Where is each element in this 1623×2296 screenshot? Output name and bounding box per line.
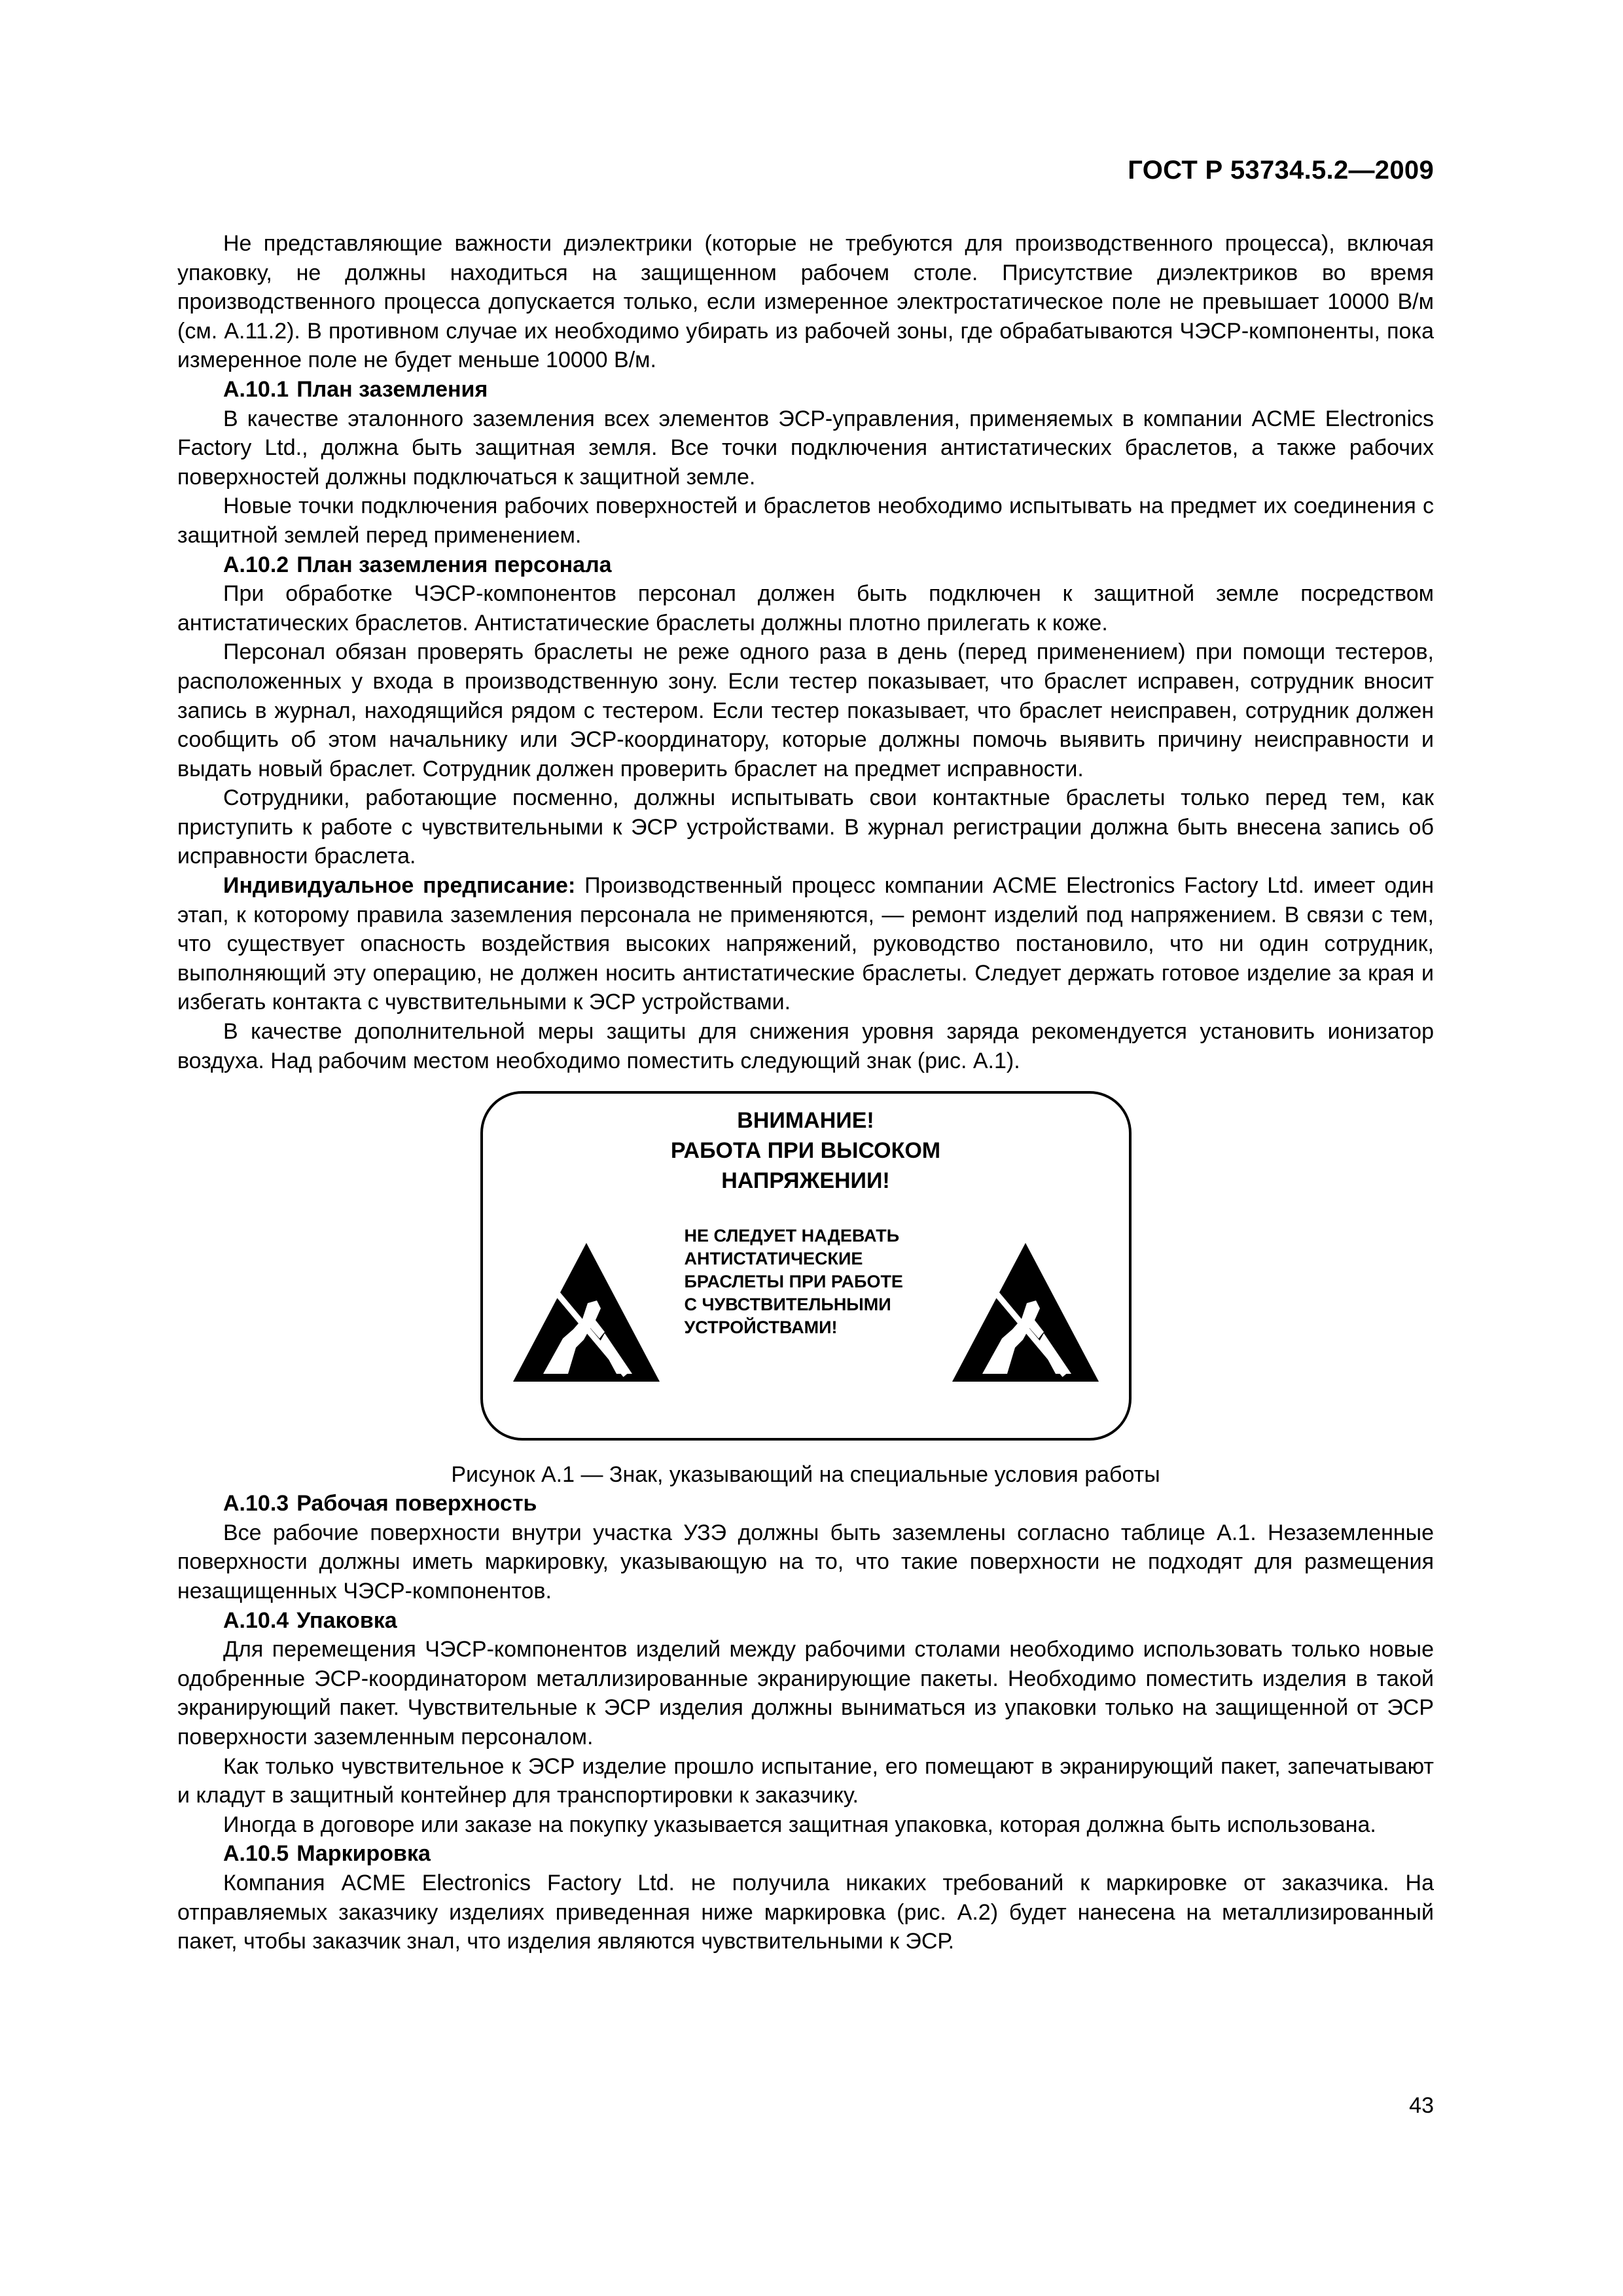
paragraph: Иногда в договоре или заказе на покупку указывается защитная упаковка, которая должна быть использована. (223, 1812, 1376, 1837)
figure-caption: Рисунок А.1 — Знак, указывающий на специальные условия работы (451, 1462, 1160, 1488)
sign-note-line: С ЧУВСТВИТЕЛЬНЫМИ (684, 1295, 891, 1315)
paragraph: Как только чувствительное к ЭСР изделие прошло испытание, его помещают в экранирующий пакет, запечатывают и кладут в защитный контейнер для транспортировки к заказчику. (177, 1753, 1434, 1808)
page-number: 43 (1409, 2093, 1434, 2118)
section-number: А.10.1 (223, 376, 289, 402)
section-title: Рабочая поверхность (296, 1491, 537, 1516)
sign-note-line: БРАСЛЕТЫ ПРИ РАБОТЕ (684, 1272, 903, 1292)
esd-warning-icon (951, 1240, 1100, 1384)
section-heading-a-10-3 (177, 1489, 1434, 1518)
sign-title-line: НАПРЯЖЕНИИ! (721, 1168, 890, 1194)
section-number: А.10.2 (223, 552, 289, 577)
page-content (177, 229, 1434, 1956)
sign-note (685, 1225, 959, 1339)
section-heading-a-10-2 (177, 550, 1434, 580)
paragraph: При обработке ЧЭСР-компонентов персонал должен быть подключен к защитной земле посредством антистатических браслетов. Антистатические браслеты должны плотно прилегать к коже. (177, 581, 1434, 636)
section-number: А.10.5 (223, 1841, 289, 1867)
paragraph-individual-prescription (177, 871, 1434, 1017)
paragraph: Персонал обязан проверять браслеты не реже одного раза в день (перед применением) при помощи тестеров, расположенных у входа в производственную зону. Если тестер показывает, что браслет исправен, сотрудник вносит запись в журнал, находящийся рядом с тестером. Если тестер показывает, что браслет неисправен, сотрудник должен сообщить об этом начальнику или ЭСР-координатору, которые должны помочь выявить причину неисправности и выдать новый браслет. Сотрудник должен проверить браслет на предмет исправности. (177, 639, 1434, 781)
warning-sign (480, 1091, 1132, 1441)
section-heading-a-10-1 (177, 375, 1434, 404)
sign-title-line: РАБОТА ПРИ ВЫСОКОМ (670, 1138, 941, 1164)
section-number: А.10.4 (223, 1607, 289, 1633)
paragraph: Все рабочие поверхности внутри участка УЗЭ должны быть заземлены согласно таблице А.1. Незаземленные поверхности должны иметь маркировку, указывающую на то, что такие поверхности не подходят для размещения незащищенных ЧЭСР-компонентов. (177, 1520, 1434, 1604)
figure-a-1 (177, 1091, 1434, 1489)
paragraph: Новые точки подключения рабочих поверхностей и браслетов необходимо испытывать на предмет их соединения с защитной землей перед применением. (177, 493, 1434, 548)
document-id: ГОСТ Р 53734.5.2—2009 (1128, 156, 1434, 185)
paragraph-lead: Индивидуальное предписание: (223, 873, 576, 899)
paragraph: Компания ACME Electronics Factory Ltd. не получила никаких требований к маркировке от заказчика. На отправляемых заказчику изделиях приведенная ниже маркировка (рис. А.2) будет нанесена на металлизированный пакет, чтобы заказчик знал, что изделия являются чувствительными к ЭСР. (177, 1870, 1434, 1954)
sign-title-line: ВНИМАНИЕ! (737, 1108, 874, 1134)
paragraph-text: Производственный процесс компании ACME Electronics Factory Ltd. имеет один этап, к которому правила заземления персонала не применяются, — ремонт изделий под напряжением. В связи с тем, что существует опасность воздействия высоких напряжений, руководство постановило, что ни один сотрудник, выполняющий эту операцию, не должен носить антистатические браслеты. Следует держать готовое изделие за края и избегать контакта с чувствительными к ЭСР устройствами. (177, 873, 1434, 1015)
sign-note-line: НЕ СЛЕДУЕТ НАДЕВАТЬ (684, 1226, 900, 1246)
paragraph: В качестве эталонного заземления всех элементов ЭСР-управления, применяемых в компании ACME Electronics Factory Ltd., должна быть защитная земля. Все точки подключения антистатических браслетов, а также рабочих поверхностей должны подключаться к защитной земле. (177, 406, 1434, 490)
sign-title (483, 1105, 1129, 1196)
section-title: Упаковка (296, 1607, 397, 1633)
section-title: План заземления (296, 376, 488, 402)
paragraph: Для перемещения ЧЭСР-компонентов изделий между рабочими столами необходимо использовать только новые одобренные ЭСР-координатором металлизированные экранирующие пакеты. Необходимо поместить изделия в такой экранирующий пакет. Чувствительные к ЭСР изделия должны выниматься из упаковки только на защищенной от ЭСР поверхности заземленным персоналом. (177, 1637, 1434, 1749)
paragraph: Сотрудники, работающие посменно, должны испытывать свои контактные браслеты только перед тем, как приступить к работе с чувствительными к ЭСР устройствами. В журнал регистрации должна быть внесена запись об исправности браслета. (177, 785, 1434, 869)
section-title: План заземления персонала (296, 552, 612, 577)
sign-note-line: АНТИСТАТИЧЕСКИЕ (684, 1249, 863, 1269)
section-heading-a-10-4 (177, 1606, 1434, 1636)
section-heading-a-10-5 (177, 1839, 1434, 1869)
paragraph: В качестве дополнительной меры защиты для снижения уровня заряда рекомендуется установить ионизатор воздуха. Над рабочим местом необходимо поместить следующий знак (рис. А.1). (177, 1019, 1434, 1073)
sign-note-line: УСТРОЙСТВАМИ! (684, 1318, 838, 1338)
section-number: А.10.3 (223, 1491, 289, 1516)
paragraph: Не представляющие важности диэлектрики (которые не требуются для производственного процесса), включая упаковку, не должны находиться на защищенном рабочем столе. Присутствие диэлектриков во время производственного процесса допускается только, если измеренное электростатическое поле не превышает 10000 В/м (см. А.11.2). В противном случае их необходимо убирать из рабочей зоны, где обрабатываются ЧЭСР-компоненты, пока измеренное поле не будет меньше 10000 В/м. (177, 231, 1434, 373)
esd-warning-icon (512, 1240, 661, 1384)
section-title: Маркировка (296, 1841, 431, 1867)
